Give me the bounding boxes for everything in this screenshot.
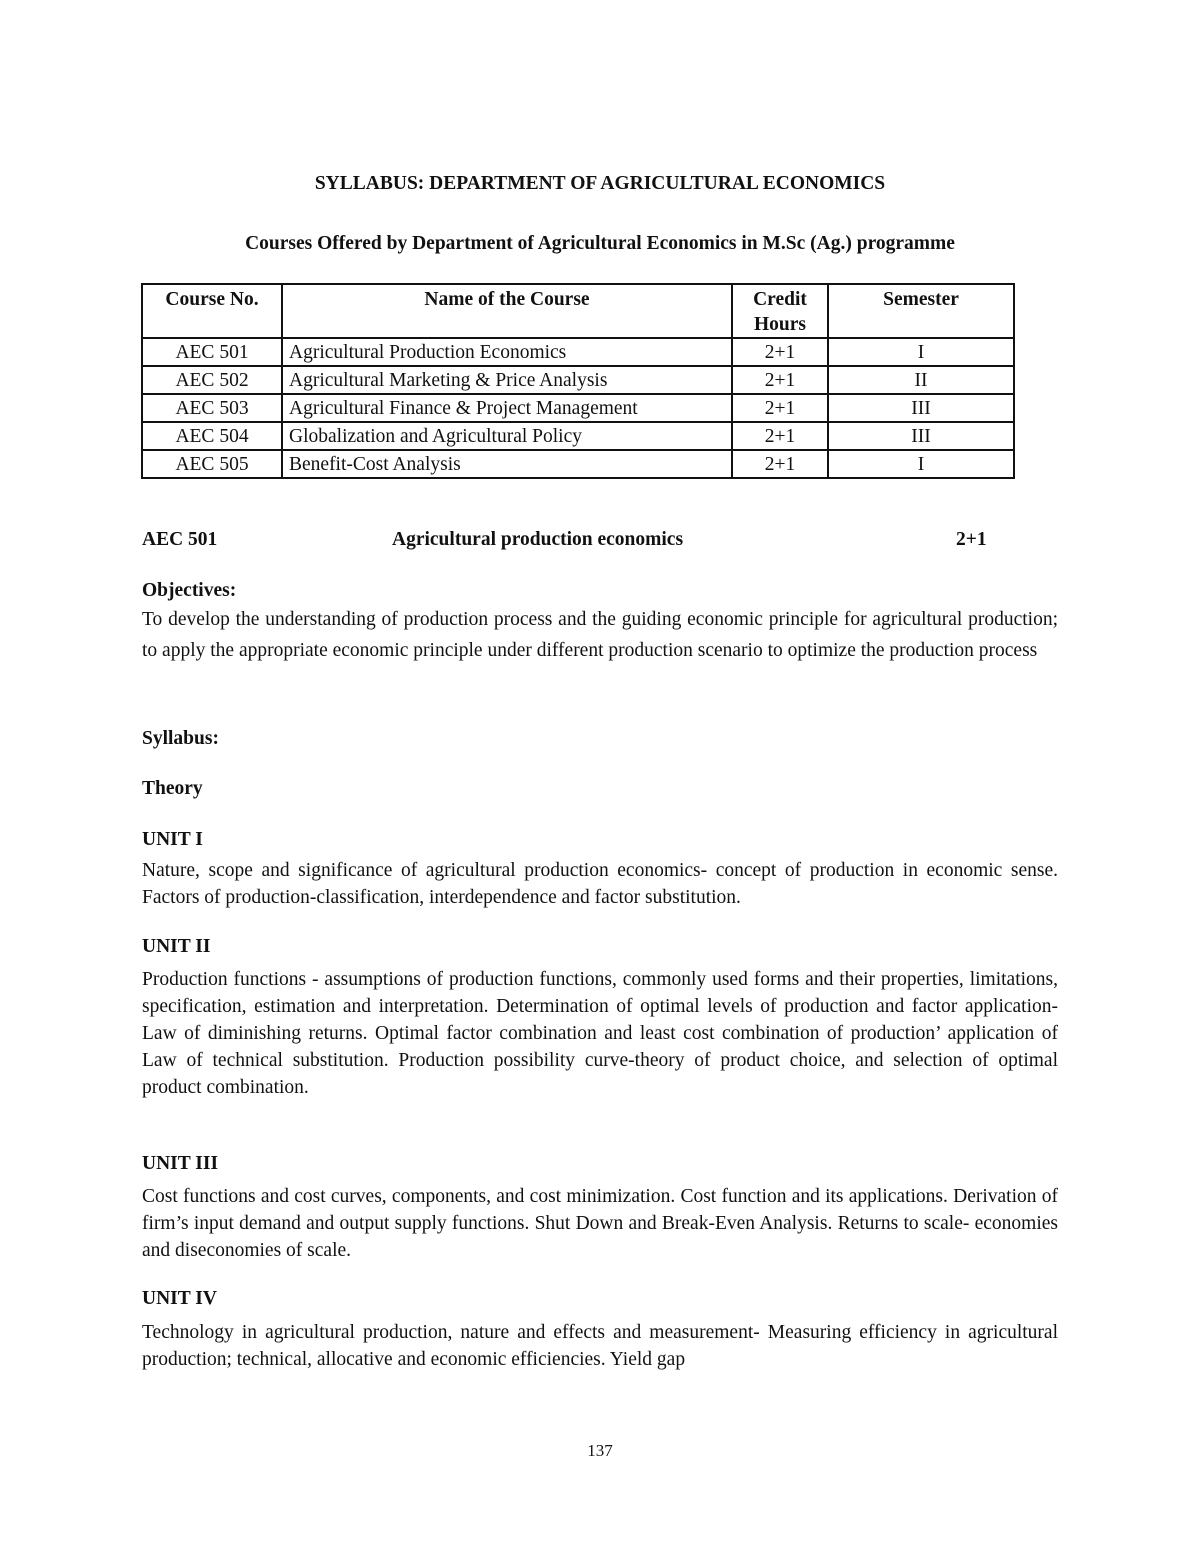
course-no: AEC 505 [142,450,282,478]
semester: III [828,394,1014,422]
unit-3-title: UNIT III [142,1153,219,1174]
course-name: Agricultural Finance & Project Management [282,394,732,422]
objectives-label: Objectives: [142,580,237,601]
unit-3-text: Cost functions and cost curves, components, and cost minimization. Cost function and its applications. Derivation of firm’s input demand and output supply functions. Shut Down and Break-Even Analysis. Returns to scale- economies and diseconomies of scale. [142,1186,1058,1261]
table-row [142,450,1014,478]
page-number: 137 [587,1441,613,1460]
table-row [142,422,1014,450]
unit-4-title: UNIT IV [142,1288,217,1309]
course-no: AEC 501 [142,338,282,366]
semester: I [828,338,1014,366]
semester: II [828,366,1014,394]
credit-hours: 2+1 [732,422,828,450]
unit-2-text: Production functions - assumptions of production functions, commonly used forms and their properties, limitations, specification, estimation and interpretation. Determination of optimal levels of production and factor application-Law of diminishing returns. Optimal factor combination and least cost combination of production’ application of Law of technical substitution. Production possibility curve-theory of product choice, and selection of optimal product combination. [142,969,1058,1098]
table-row [142,338,1014,366]
header-credit-hours: Credit Hours [732,284,828,338]
course-code: AEC 501 [142,529,218,550]
unit-4-text: Technology in agricultural production, nature and effects and measurement- Measuring efficiency in agricultural production; technical, allocative and economic efficiencies. Yield gap [142,1322,1058,1370]
credit-hours: 2+1 [732,450,828,478]
syllabus-label: Syllabus: [142,728,219,749]
table-row [142,394,1014,422]
unit-1-title: UNIT I [142,829,203,850]
course-name-heading: Agricultural production economics [392,529,684,550]
page-title: SYLLABUS: DEPARTMENT OF AGRICULTURAL ECONOMICS [314,173,886,194]
course-no: AEC 503 [142,394,282,422]
course-no: AEC 502 [142,366,282,394]
header-semester: Semester [828,284,1014,338]
semester: III [828,422,1014,450]
theory-label: Theory [142,778,203,799]
unit-1-text: Nature, scope and significance of agricultural production economics- concept of production in economic sense. Factors of production-classification, interdependence and factor substitution. [142,860,1058,908]
objectives-text: To develop the understanding of production process and the guiding economic principle for agricultural production; to apply the appropriate economic principle under different production scenario to optimize the production process [142,609,1058,661]
semester: I [828,450,1014,478]
credit-hours: 2+1 [732,394,828,422]
credit-hours: 2+1 [732,338,828,366]
courses-table [141,283,1015,479]
course-name: Agricultural Production Economics [282,338,732,366]
credit-hours: 2+1 [732,366,828,394]
table-row [142,366,1014,394]
header-course-no: Course No. [142,284,282,338]
table-header-row [142,284,1014,338]
course-name: Globalization and Agricultural Policy [282,422,732,450]
course-credits: 2+1 [956,529,987,550]
header-course-name: Name of the Course [282,284,732,338]
course-no: AEC 504 [142,422,282,450]
unit-2-title: UNIT II [142,936,211,957]
course-name: Benefit-Cost Analysis [282,450,732,478]
course-name: Agricultural Marketing & Price Analysis [282,366,732,394]
page-subtitle: Courses Offered by Department of Agricultural Economics in M.Sc (Ag.) programme [245,233,955,254]
